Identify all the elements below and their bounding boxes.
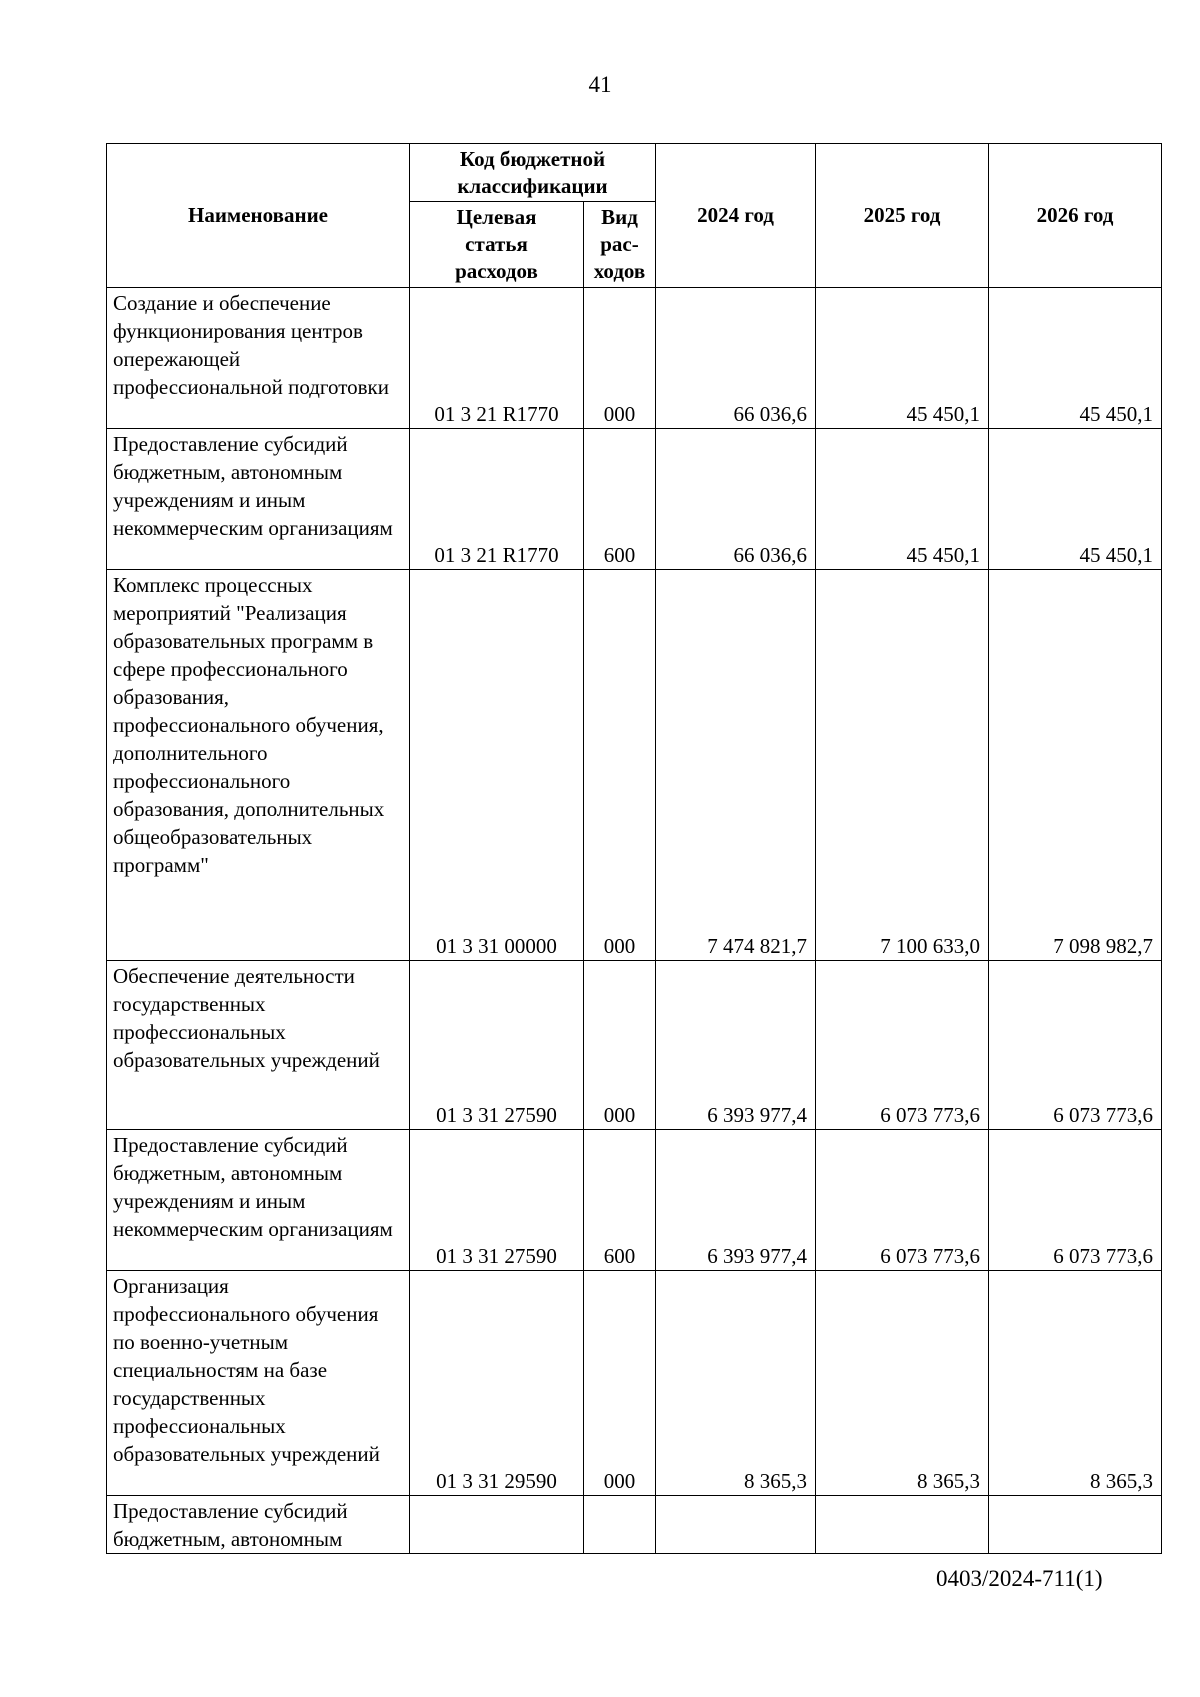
- row-2026: 45 450,1: [989, 429, 1162, 570]
- row-2026: 8 365,3: [989, 1271, 1162, 1496]
- row-target: 01 3 21 R1770: [410, 429, 584, 570]
- row-2024: 66 036,6: [656, 429, 816, 570]
- row-kind: 600: [584, 1130, 656, 1271]
- row-target: 01 3 31 00000: [410, 570, 584, 961]
- row-name: Комплекс процессных мероприятий "Реализация образовательных программ в сфере профессионального образования, профессионального обучения, дополнительного профессионального образования, дополнительных общеобразовательных программ": [107, 570, 410, 961]
- table-row: [107, 288, 1162, 429]
- row-target: [410, 1496, 584, 1554]
- header-2026: 2026 год: [989, 144, 1162, 288]
- header-kind: Вид рас-ходов: [584, 202, 656, 288]
- row-kind: 000: [584, 961, 656, 1130]
- row-kind: 000: [584, 570, 656, 961]
- header-2025: 2025 год: [816, 144, 989, 288]
- row-2026: 45 450,1: [989, 288, 1162, 429]
- row-2026: 7 098 982,7: [989, 570, 1162, 961]
- row-target: 01 3 31 27590: [410, 1130, 584, 1271]
- budget-table: [106, 143, 1162, 1554]
- row-2026: 6 073 773,6: [989, 1130, 1162, 1271]
- row-kind: [584, 1496, 656, 1554]
- row-2025: 45 450,1: [816, 429, 989, 570]
- row-2024: 7 474 821,7: [656, 570, 816, 961]
- row-2025: 6 073 773,6: [816, 961, 989, 1130]
- row-name: Предоставление субсидий бюджетным, автономным учреждениям и иным некоммерческим организациям: [107, 429, 410, 570]
- header-code-group: Код бюджетной классификации: [410, 144, 656, 202]
- row-2025: 8 365,3: [816, 1271, 989, 1496]
- table-row: [107, 1496, 1162, 1554]
- row-2025: [816, 1496, 989, 1554]
- row-2024: 6 393 977,4: [656, 1130, 816, 1271]
- row-2026: [989, 1496, 1162, 1554]
- row-name: Обеспечение деятельности государственных профессиональных образовательных учреждений: [107, 961, 410, 1130]
- table-row: [107, 961, 1162, 1130]
- header-target: Целевая статья расходов: [410, 202, 584, 288]
- header-2024: 2024 год: [656, 144, 816, 288]
- row-kind: 600: [584, 429, 656, 570]
- row-2024: 8 365,3: [656, 1271, 816, 1496]
- row-target: 01 3 31 29590: [410, 1271, 584, 1496]
- row-2025: 6 073 773,6: [816, 1130, 989, 1271]
- row-name: Предоставление субсидий бюджетным, автономным учреждениям и иным некоммерческим организациям: [107, 1130, 410, 1271]
- row-target: 01 3 31 27590: [410, 961, 584, 1130]
- row-2026: 6 073 773,6: [989, 961, 1162, 1130]
- row-name: Создание и обеспечение функционирования центров опережающей профессиональной подготовки: [107, 288, 410, 429]
- row-target: 01 3 21 R1770: [410, 288, 584, 429]
- row-2024: [656, 1496, 816, 1554]
- row-kind: 000: [584, 1271, 656, 1496]
- table-row: [107, 429, 1162, 570]
- table-row: [107, 1130, 1162, 1271]
- row-name: Предоставление субсидий бюджетным, автономным: [107, 1496, 410, 1554]
- table-row: [107, 570, 1162, 961]
- row-kind: 000: [584, 288, 656, 429]
- row-2024: 66 036,6: [656, 288, 816, 429]
- table-row: [107, 1271, 1162, 1496]
- document-code: 0403/2024-711(1): [936, 1566, 1103, 1591]
- row-name: Организация профессионального обучения по военно-учетным специальностям на базе государственных профессиональных образовательных учреждений: [107, 1271, 410, 1496]
- row-2025: 7 100 633,0: [816, 570, 989, 961]
- row-2025: 45 450,1: [816, 288, 989, 429]
- row-2024: 6 393 977,4: [656, 961, 816, 1130]
- header-name: Наименование: [107, 144, 410, 288]
- page-number: 41: [588, 72, 612, 97]
